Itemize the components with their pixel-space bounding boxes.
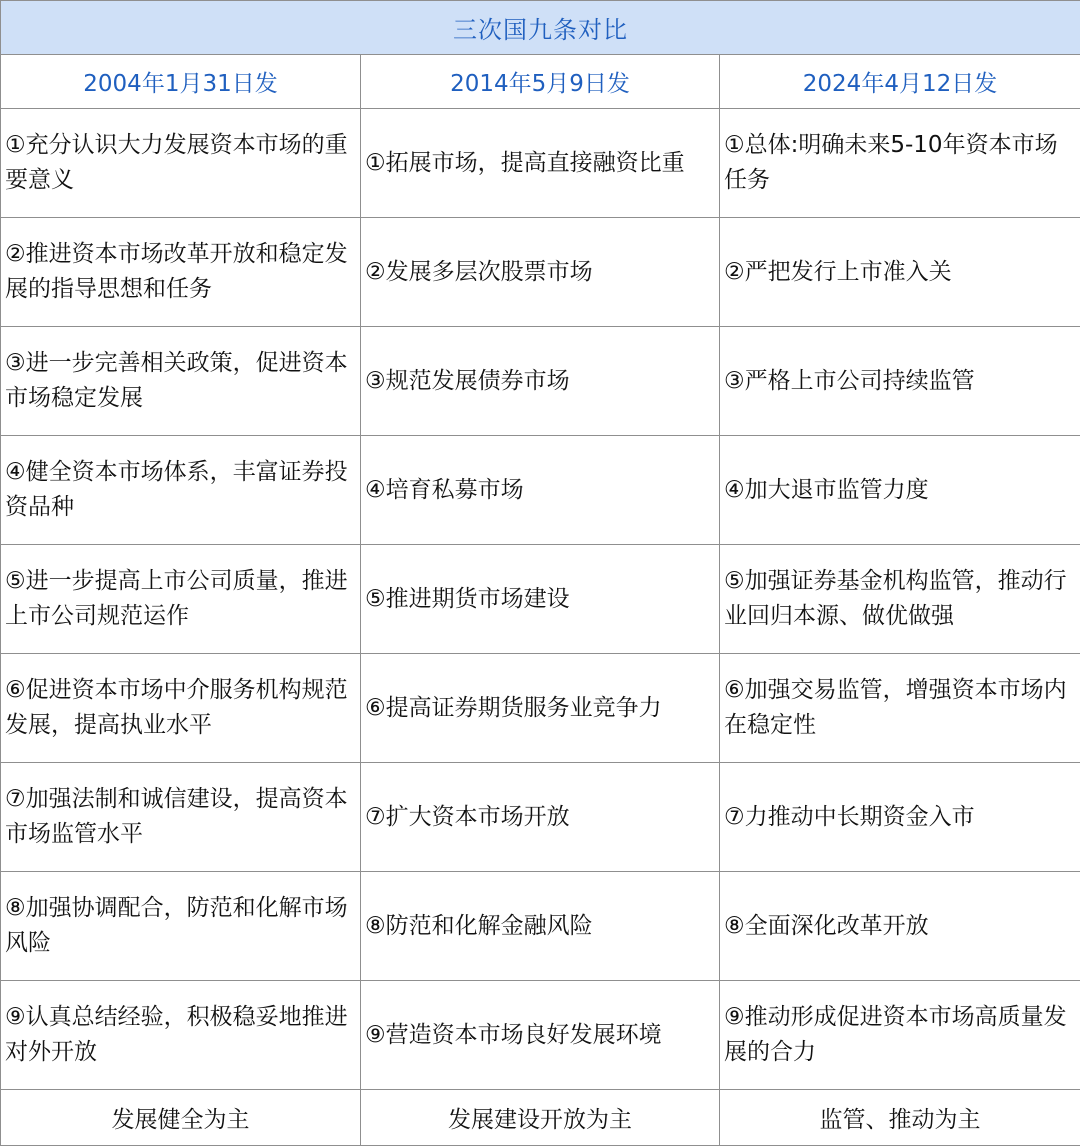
column-header-2024: 2024年4月12日发 <box>720 55 1080 109</box>
cell-2014-item-5: ⑤推进期货市场建设 <box>361 545 720 654</box>
cell-2014-item-7: ⑦扩大资本市场开放 <box>361 763 720 872</box>
cell-2024-item-4: ④加大退市监管力度 <box>720 436 1080 545</box>
table-row <box>1 545 1080 654</box>
table-title: 三次国九条对比 <box>1 1 1080 55</box>
cell-2014-item-8: ⑧防范和化解金融风险 <box>361 872 720 981</box>
cell-2004-item-4: ④健全资本市场体系，丰富证券投资品种 <box>1 436 361 545</box>
title-row <box>1 1 1080 55</box>
table-row <box>1 218 1080 327</box>
summary-row <box>1 1090 1080 1146</box>
cell-2004-item-7: ⑦加强法制和诚信建设，提高资本市场监管水平 <box>1 763 361 872</box>
column-header-2014: 2014年5月9日发 <box>361 55 720 109</box>
cell-2024-item-5: ⑤加强证券基金机构监管，推动行业回归本源、做优做强 <box>720 545 1080 654</box>
cell-2014-item-2: ②发展多层次股票市场 <box>361 218 720 327</box>
cell-2014-item-4: ④培育私募市场 <box>361 436 720 545</box>
cell-2004-item-3: ③进一步完善相关政策，促进资本市场稳定发展 <box>1 327 361 436</box>
table-row <box>1 981 1080 1090</box>
summary-2014: 发展建设开放为主 <box>361 1090 720 1146</box>
column-header-2004: 2004年1月31日发 <box>1 55 361 109</box>
cell-2024-item-1: ①总体:明确未来5-10年资本市场任务 <box>720 109 1080 218</box>
cell-2004-item-8: ⑧加强协调配合，防范和化解市场风险 <box>1 872 361 981</box>
cell-2024-item-7: ⑦力推动中长期资金入市 <box>720 763 1080 872</box>
cell-2004-item-9: ⑨认真总结经验，积极稳妥地推进对外开放 <box>1 981 361 1090</box>
summary-2024: 监管、推动为主 <box>720 1090 1080 1146</box>
table-row <box>1 872 1080 981</box>
table-row <box>1 436 1080 545</box>
cell-2024-item-3: ③严格上市公司持续监管 <box>720 327 1080 436</box>
table-row <box>1 763 1080 872</box>
cell-2024-item-8: ⑧全面深化改革开放 <box>720 872 1080 981</box>
cell-2004-item-1: ①充分认识大力发展资本市场的重要意义 <box>1 109 361 218</box>
table-row <box>1 327 1080 436</box>
header-row <box>1 55 1080 109</box>
cell-2004-item-5: ⑤进一步提高上市公司质量，推进上市公司规范运作 <box>1 545 361 654</box>
cell-2014-item-3: ③规范发展债券市场 <box>361 327 720 436</box>
cell-2004-item-6: ⑥促进资本市场中介服务机构规范发展，提高执业水平 <box>1 654 361 763</box>
cell-2004-item-2: ②推进资本市场改革开放和稳定发展的指导思想和任务 <box>1 218 361 327</box>
cell-2024-item-9: ⑨推动形成促进资本市场高质量发展的合力 <box>720 981 1080 1090</box>
cell-2024-item-6: ⑥加强交易监管，增强资本市场内在稳定性 <box>720 654 1080 763</box>
table-row <box>1 654 1080 763</box>
table-row <box>1 109 1080 218</box>
summary-2004: 发展健全为主 <box>1 1090 361 1146</box>
cell-2014-item-6: ⑥提高证券期货服务业竞争力 <box>361 654 720 763</box>
cell-2014-item-1: ①拓展市场，提高直接融资比重 <box>361 109 720 218</box>
cell-2014-item-9: ⑨营造资本市场良好发展环境 <box>361 981 720 1090</box>
cell-2024-item-2: ②严把发行上市准入关 <box>720 218 1080 327</box>
